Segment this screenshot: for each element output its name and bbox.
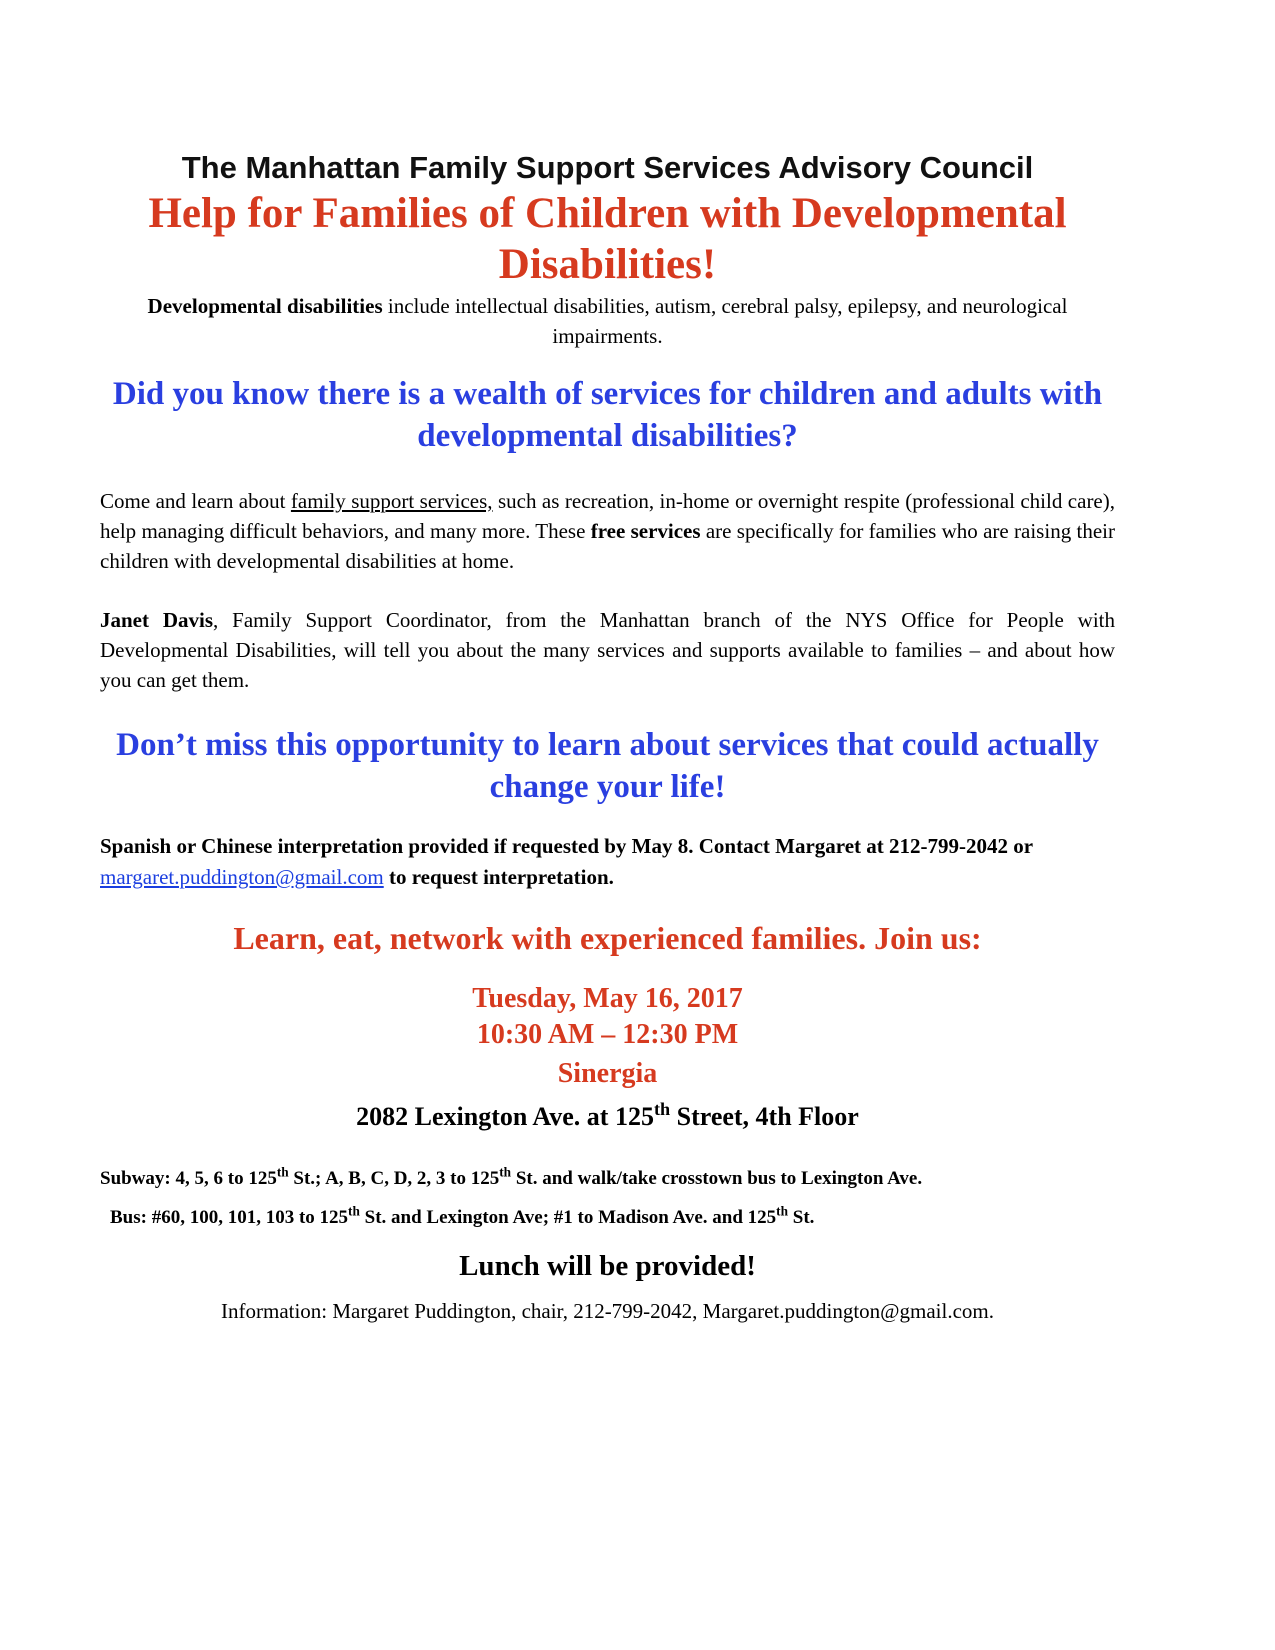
speaker-paragraph bbox=[100, 605, 1115, 695]
flyer-title: Help for Families of Children with Developmental Disabilities! bbox=[148, 190, 1067, 288]
definition-text bbox=[100, 291, 1115, 351]
event-time: 10:30 AM – 12:30 PM bbox=[476, 1019, 739, 1050]
subway-directions bbox=[100, 1164, 1160, 1190]
definition-rest: include intellectual disabilities, autism, cerebral palsy, epilepsy, and neurological impairments. bbox=[382, 294, 1068, 348]
organization-name: The Manhattan Family Support Services Advisory Council bbox=[181, 150, 1034, 185]
ordinal-suffix: th bbox=[348, 1203, 360, 1219]
address-part2: Street, 4th Floor bbox=[670, 1102, 859, 1131]
event-venue: Sinergia bbox=[557, 1058, 658, 1089]
free-services-text: free services bbox=[590, 519, 701, 543]
speaker-description: , Family Support Coordinator, from the Manhattan branch of the NYS Office for People with Developmental Disabilities, will tell you about the many services and supports available to families – and about how you can get them. bbox=[100, 608, 1115, 692]
interpretation-text-end: to request interpretation. bbox=[383, 865, 614, 889]
ordinal-suffix: th bbox=[776, 1203, 788, 1219]
ordinal-suffix: th bbox=[276, 1164, 289, 1180]
subway-text-c: St. and walk/take crosstown bus to Lexington Ave. bbox=[511, 1168, 923, 1189]
lunch-notice: Lunch will be provided! bbox=[459, 1250, 756, 1282]
interpretation-text: Spanish or Chinese interpretation provided if requested by May 8. Contact Margaret at 212-799-2042 or bbox=[100, 834, 1033, 858]
address-part1: 2082 Lexington Ave. at 125 bbox=[356, 1102, 654, 1131]
speaker-name: Janet Davis bbox=[100, 608, 214, 632]
definition-term: Developmental disabilities bbox=[147, 294, 383, 318]
services-heading: Did you know there is a wealth of services for children and adults with developmental disabilities? bbox=[112, 376, 1103, 454]
bus-text-c: St. bbox=[788, 1207, 815, 1228]
event-address bbox=[100, 1099, 1115, 1132]
event-datetime bbox=[100, 981, 1115, 1053]
subway-text-b: St.; A, B, C, D, 2, 3 to 125 bbox=[288, 1168, 500, 1189]
bus-directions bbox=[110, 1203, 1170, 1229]
services-middle: such as recreation, in-home or overnight respite (professional child care), help managing difficult behaviors, and many more. These bbox=[100, 489, 1115, 543]
bus-text-b: St. and Lexington Ave; #1 to Madison Ave. and 125 bbox=[359, 1207, 777, 1228]
services-intro: Come and learn about bbox=[100, 489, 291, 513]
contact-information: Information: Margaret Puddington, chair, 212-799-2042, Margaret.puddington@gmail.com. bbox=[221, 1299, 994, 1323]
services-paragraph bbox=[100, 486, 1115, 576]
family-support-services-text: family support services, bbox=[290, 489, 493, 513]
address-ordinal: th bbox=[653, 1099, 671, 1119]
join-heading: Learn, eat, network with experienced families. Join us: bbox=[233, 920, 982, 956]
event-date: Tuesday, May 16, 2017 bbox=[472, 983, 743, 1014]
subway-text-a: Subway: 4, 5, 6 to 125 bbox=[100, 1168, 277, 1189]
ordinal-suffix: th bbox=[499, 1164, 512, 1180]
interpretation-notice bbox=[100, 831, 1115, 893]
bus-text-a: Bus: #60, 100, 101, 103 to 125 bbox=[110, 1207, 349, 1228]
email-link[interactable]: margaret.puddington@gmail.com bbox=[100, 865, 384, 889]
opportunity-heading: Don’t miss this opportunity to learn about services that could actually change your life! bbox=[116, 727, 1099, 805]
services-end: are specifically for families who are raising their children with developmental disabilities at home. bbox=[100, 519, 1115, 573]
